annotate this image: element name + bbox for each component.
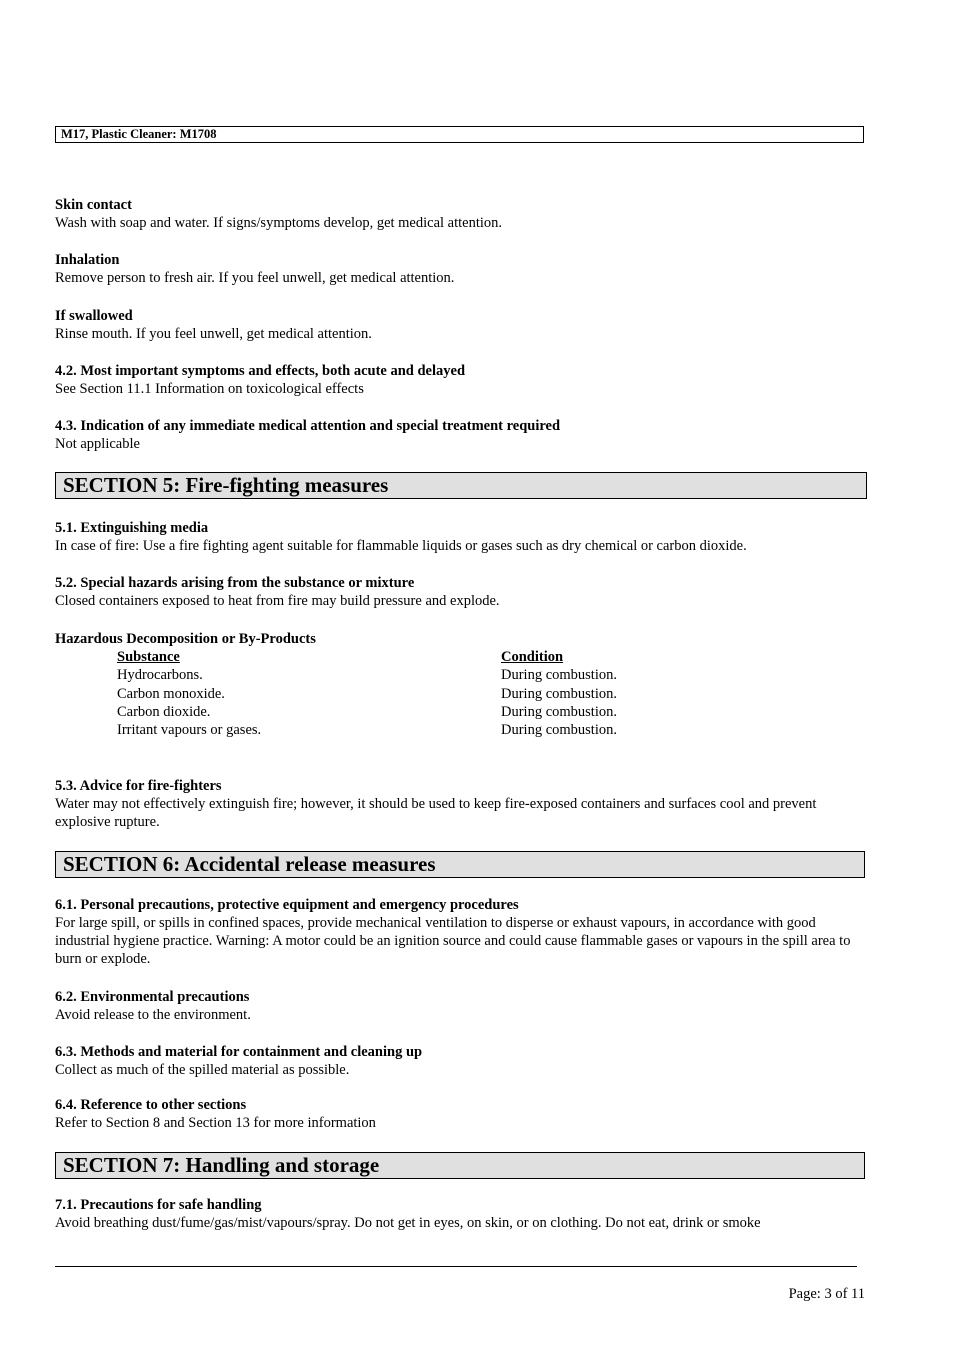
- section-5-3-text: Water may not effectively extinguish fire; however, it should be used to keep fire-exposed containers and surfaces cool and prevent explosive rupture.: [55, 796, 817, 830]
- skin-contact-block: [55, 196, 870, 232]
- section-7-title: SECTION 7: Handling and storage: [55, 1152, 865, 1179]
- section-5-title: SECTION 5: Fire-fighting measures: [55, 472, 867, 499]
- table-row: [117, 685, 617, 703]
- section-4-3-block: [55, 417, 870, 453]
- swallowed-text: Rinse mouth. If you feel unwell, get medical attention.: [55, 326, 372, 342]
- section-4-2-text: See Section 11.1 Information on toxicological effects: [55, 381, 364, 397]
- table-header-row: [117, 648, 617, 666]
- condition-column-header: Condition: [501, 649, 564, 665]
- substance-cell: Carbon dioxide.: [117, 703, 211, 720]
- section-5-1-text: In case of fire: Use a fire fighting agent suitable for flammable liquids or gases such as dry chemical or carbon dioxide.: [55, 538, 747, 554]
- condition-cell: During combustion.: [501, 667, 617, 684]
- footer-divider: [55, 1266, 857, 1267]
- decomposition-heading-block: [55, 630, 870, 648]
- inhalation-block: [55, 251, 870, 287]
- section-7-1-block: [55, 1196, 870, 1232]
- swallowed-heading: If swallowed: [55, 308, 133, 324]
- condition-cell: During combustion.: [501, 722, 617, 739]
- decomposition-heading: Hazardous Decomposition or By-Products: [55, 631, 316, 647]
- section-6-4-block: [55, 1096, 870, 1132]
- page-number: Page: 3 of 11: [788, 1286, 865, 1302]
- section-6-3-heading: 6.3. Methods and material for containment and cleaning up: [55, 1044, 423, 1060]
- product-header: M17, Plastic Cleaner: M1708: [55, 126, 864, 143]
- table-row: [117, 703, 617, 721]
- section-6-4-text: Refer to Section 8 and Section 13 for more information: [55, 1115, 376, 1131]
- substance-cell: Irritant vapours or gases.: [117, 722, 262, 739]
- decomposition-table: [117, 648, 617, 739]
- substance-column-header: Substance: [117, 649, 180, 665]
- swallowed-block: [55, 307, 870, 343]
- inhalation-heading: Inhalation: [55, 252, 120, 268]
- section-4-3-heading: 4.3. Indication of any immediate medical attention and special treatment required: [55, 418, 561, 434]
- section-6-1-text: For large spill, or spills in confined spaces, provide mechanical ventilation to disperse or exhaust vapours, in accordance with good industrial hygiene practice. Warning: A motor could be an ignition source and could cause flammable gases or vapours in the spill area to burn or explode.: [55, 915, 851, 967]
- section-6-3-block: [55, 1043, 870, 1079]
- section-7-1-heading: 7.1. Precautions for safe handling: [55, 1197, 262, 1213]
- section-5-2-text: Closed containers exposed to heat from fire may build pressure and explode.: [55, 593, 500, 609]
- section-7-1-text: Avoid breathing dust/fume/gas/mist/vapours/spray. Do not get in eyes, on skin, or on clothing. Do not eat, drink or smoke: [55, 1215, 761, 1231]
- section-5-3-heading: 5.3. Advice for fire-fighters: [55, 778, 222, 794]
- table-row: [117, 721, 617, 739]
- condition-cell: During combustion.: [501, 703, 617, 720]
- condition-cell: During combustion.: [501, 685, 617, 702]
- table-row: [117, 666, 617, 684]
- section-5-2-heading: 5.2. Special hazards arising from the substance or mixture: [55, 575, 415, 591]
- section-6-2-block: [55, 988, 870, 1024]
- section-5-2-block: [55, 574, 870, 610]
- section-6-1-heading: 6.1. Personal precautions, protective equipment and emergency procedures: [55, 897, 519, 913]
- section-4-2-heading: 4.2. Most important symptoms and effects, both acute and delayed: [55, 363, 466, 379]
- skin-contact-text: Wash with soap and water. If signs/symptoms develop, get medical attention.: [55, 215, 503, 231]
- section-5-3-block: [55, 777, 870, 831]
- section-6-2-text: Avoid release to the environment.: [55, 1007, 251, 1023]
- section-6-2-heading: 6.2. Environmental precautions: [55, 989, 250, 1005]
- section-6-3-text: Collect as much of the spilled material as possible.: [55, 1062, 350, 1078]
- substance-cell: Hydrocarbons.: [117, 667, 203, 684]
- section-6-title: SECTION 6: Accidental release measures: [55, 851, 865, 878]
- section-5-1-heading: 5.1. Extinguishing media: [55, 520, 209, 536]
- section-6-1-block: [55, 896, 870, 968]
- section-6-4-heading: 6.4. Reference to other sections: [55, 1097, 247, 1113]
- skin-contact-heading: Skin contact: [55, 197, 132, 213]
- substance-cell: Carbon monoxide.: [117, 685, 225, 702]
- inhalation-text: Remove person to fresh air. If you feel unwell, get medical attention.: [55, 270, 455, 286]
- section-4-2-block: [55, 362, 870, 398]
- section-5-1-block: [55, 519, 870, 555]
- section-4-3-text: Not applicable: [55, 436, 140, 452]
